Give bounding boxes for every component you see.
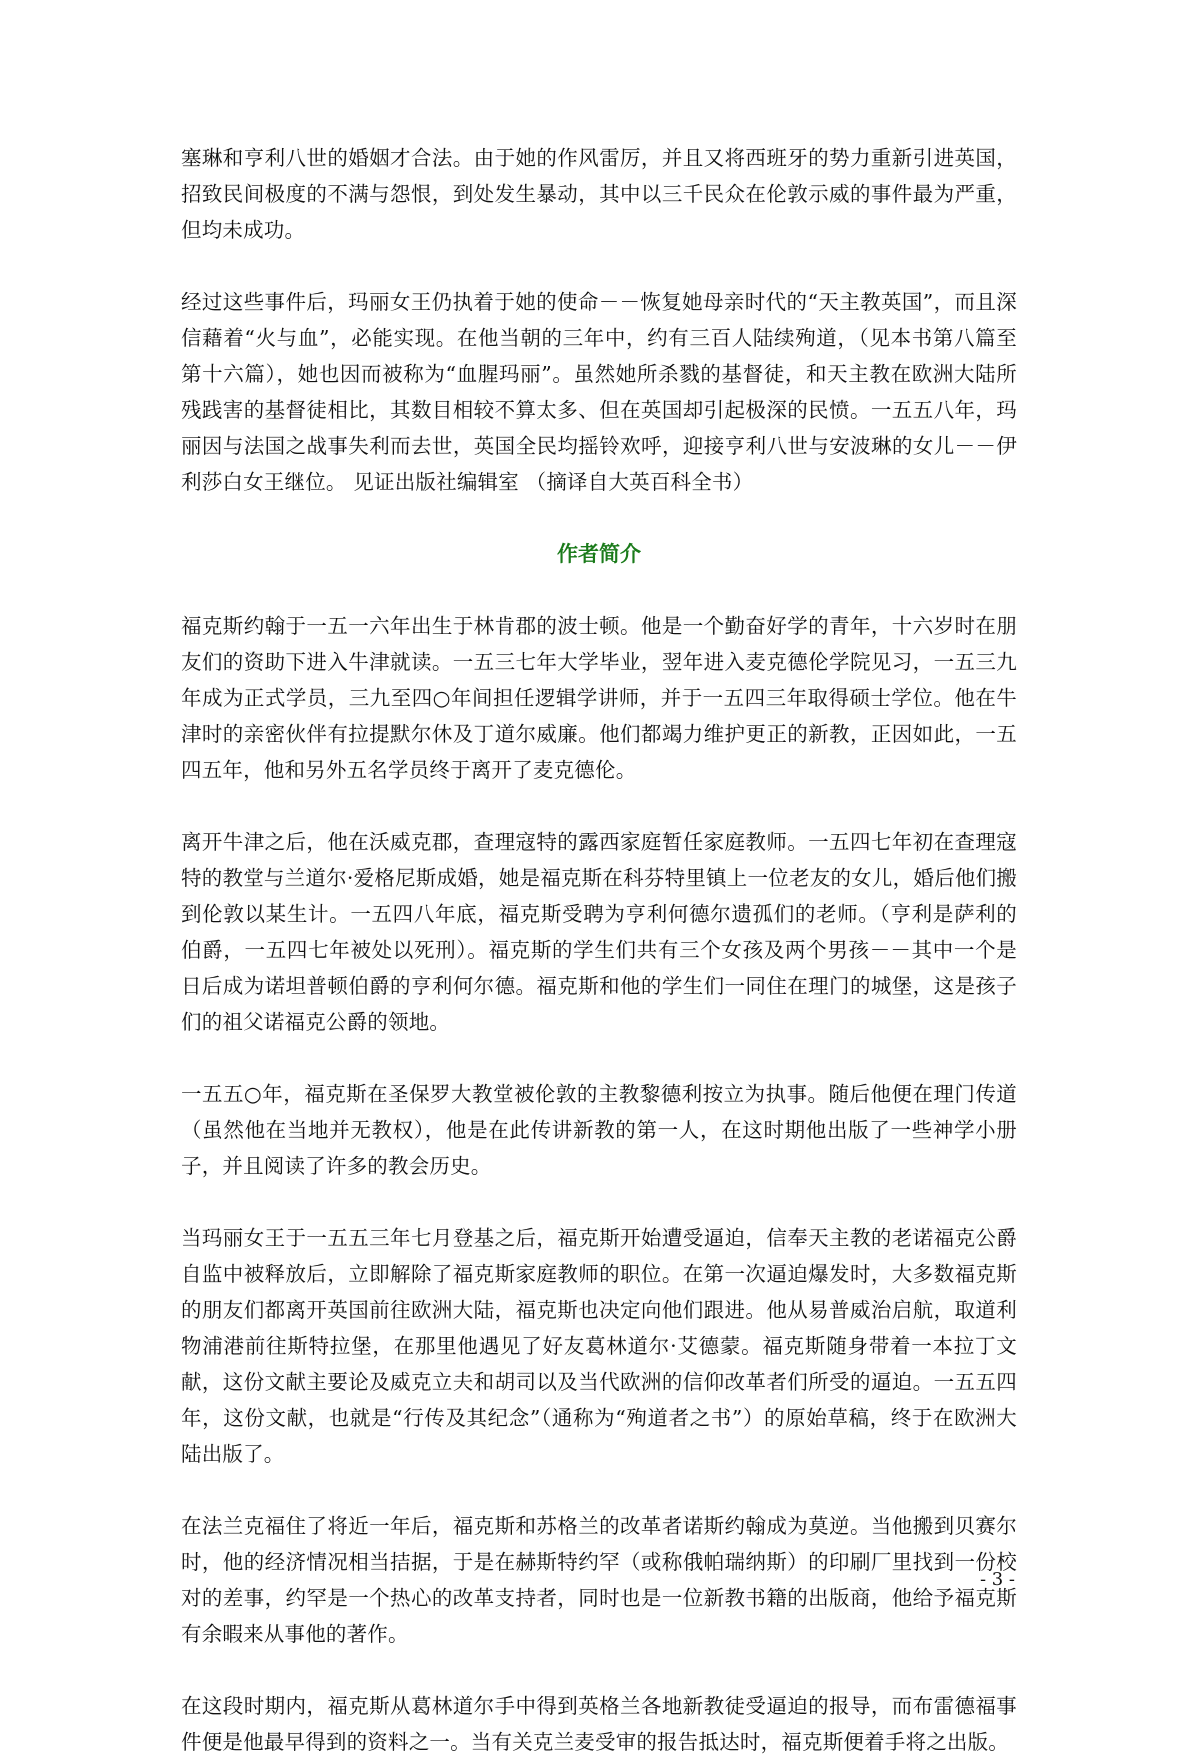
paragraph-gap bbox=[181, 248, 1017, 284]
paragraph-foxe-deacon: 一五五○年，福克斯在圣保罗大教堂被伦敦的主教黎德利按立为执事。随后他便在理门传道（虽然他在当地并无教权），他是在此传讲新教的第一人，在这时期他出版了一些神学小册子，并且阅读了许多的教会历史。 bbox=[181, 1082, 1017, 1178]
paragraph-gap bbox=[181, 1184, 1017, 1220]
paragraph-gap bbox=[181, 1472, 1017, 1508]
paragraph-gap bbox=[181, 500, 1017, 536]
page-number: - 3 - bbox=[979, 1569, 1015, 1590]
paragraph-gap bbox=[181, 1652, 1017, 1688]
section-title-author-intro: 作者简介 bbox=[557, 541, 641, 566]
paragraph-foxe-early-life: 福克斯约翰于一五一六年出生于林肯郡的波士顿。他是一个勤奋好学的青年，十六岁时在朋友们的资助下进入牛津就读。一五三七年大学毕业，翌年进入麦克德伦学院见习，一五三九年成为正式学员，三九至四○年间担任逻辑学讲师，并于一五四三年取得硕士学位。他在牛津时的亲密伙伴有拉提默尔休及丁道尔威廉。他们都竭力维护更正的新教，正因如此，一五四五年，他和另外五名学员终于离开了麦克德伦。 bbox=[181, 614, 1017, 782]
paragraph-bloody-mary: 经过这些事件后，玛丽女王仍执着于她的使命－－恢复她母亲时代的“天主教英国”，而且深信藉着“火与血”，必能实现。在他当朝的三年中，约有三百人陆续殉道，（见本书第八篇至第十六篇），她也因而被称为“血腥玛丽”。虽然她所杀戮的基督徒，和天主教在欧洲大陆所残践害的基督徒相比，其数目相较不算太多、但在英国却引起极深的民愤。一五五八年，玛丽因与法国之战事失利而去世，英国全民均摇铃欢呼，迎接亨利八世与安波琳的女儿－－伊利莎白女王继位。 见证出版社编辑室 （摘译自大英百科全书） bbox=[181, 290, 1017, 494]
paragraph-foxe-frankfurt: 在法兰克福住了将近一年后，福克斯和苏格兰的改革者诺斯约翰成为莫逆。当他搬到贝赛尔时，他的经济情况相当拮据，于是在赫斯特约罕（或称俄帕瑞纳斯）的印刷厂里找到一份校对的差事，约罕是一个热心的改革支持者，同时也是一位新教书籍的出版商，他给予福克斯有余暇来从事他的著作。 bbox=[181, 1514, 1017, 1646]
paragraph-foxe-reports: 在这段时期内，福克斯从葛林道尔手中得到英格兰各地新教徒受逼迫的报导，而布雷德福事件便是他最早得到的资料之一。当有关克兰麦受审的报告抵达时，福克斯便着手将之出版。 bbox=[181, 1694, 1017, 1754]
paragraph-foxe-exile: 当玛丽女王于一五五三年七月登基之后，福克斯开始遭受逼迫，信奉天主教的老诺福克公爵自监中被释放后，立即解除了福克斯家庭教师的职位。在第一次逼迫爆发时，大多数福克斯的朋友们都离开英国前往欧洲大陆，福克斯也决定向他们跟进。他从易普威治启航，取道利物浦港前往斯特拉堡，在那里他遇见了好友葛林道尔·艾德蒙。福克斯随身带着一本拉丁文献，这份文献主要论及威克立夫和胡司以及当代欧洲的信仰改革者们所受的逼迫。一五五四年，这份文献，也就是“行传及其纪念”（通称为“殉道者之书”）的原始草稿，终于在欧洲大陆出版了。 bbox=[181, 1226, 1017, 1466]
document-page bbox=[181, 140, 1017, 1760]
paragraph-foxe-tutor: 离开牛津之后，他在沃威克郡，查理寇特的露西家庭暂任家庭教师。一五四七年初在查理寇特的教堂与兰道尔·爱格尼斯成婚，她是福克斯在科芬特里镇上一位老友的女儿，婚后他们搬到伦敦以某生计。一五四八年底，福克斯受聘为亨利何德尔遗孤们的老师。（亨利是萨利的伯爵，一五四七年被处以死刑）。福克斯的学生们共有三个女孩及两个男孩－－其中一个是日后成为诺坦普顿伯爵的亨利何尔德。福克斯和他的学生们一同住在理门的城堡，这是孩子们的祖父诺福克公爵的领地。 bbox=[181, 830, 1017, 1034]
paragraph-gap bbox=[181, 788, 1017, 824]
paragraph-gap bbox=[181, 572, 1017, 608]
paragraph-gap bbox=[181, 1040, 1017, 1076]
paragraph-queen-mary-reign: 塞琳和亨利八世的婚姻才合法。由于她的作风雷厉，并且又将西班牙的势力重新引进英国，招致民间极度的不满与怨恨，到处发生暴动，其中以三千民众在伦敦示威的事件最为严重，但均未成功。 bbox=[181, 146, 1017, 242]
